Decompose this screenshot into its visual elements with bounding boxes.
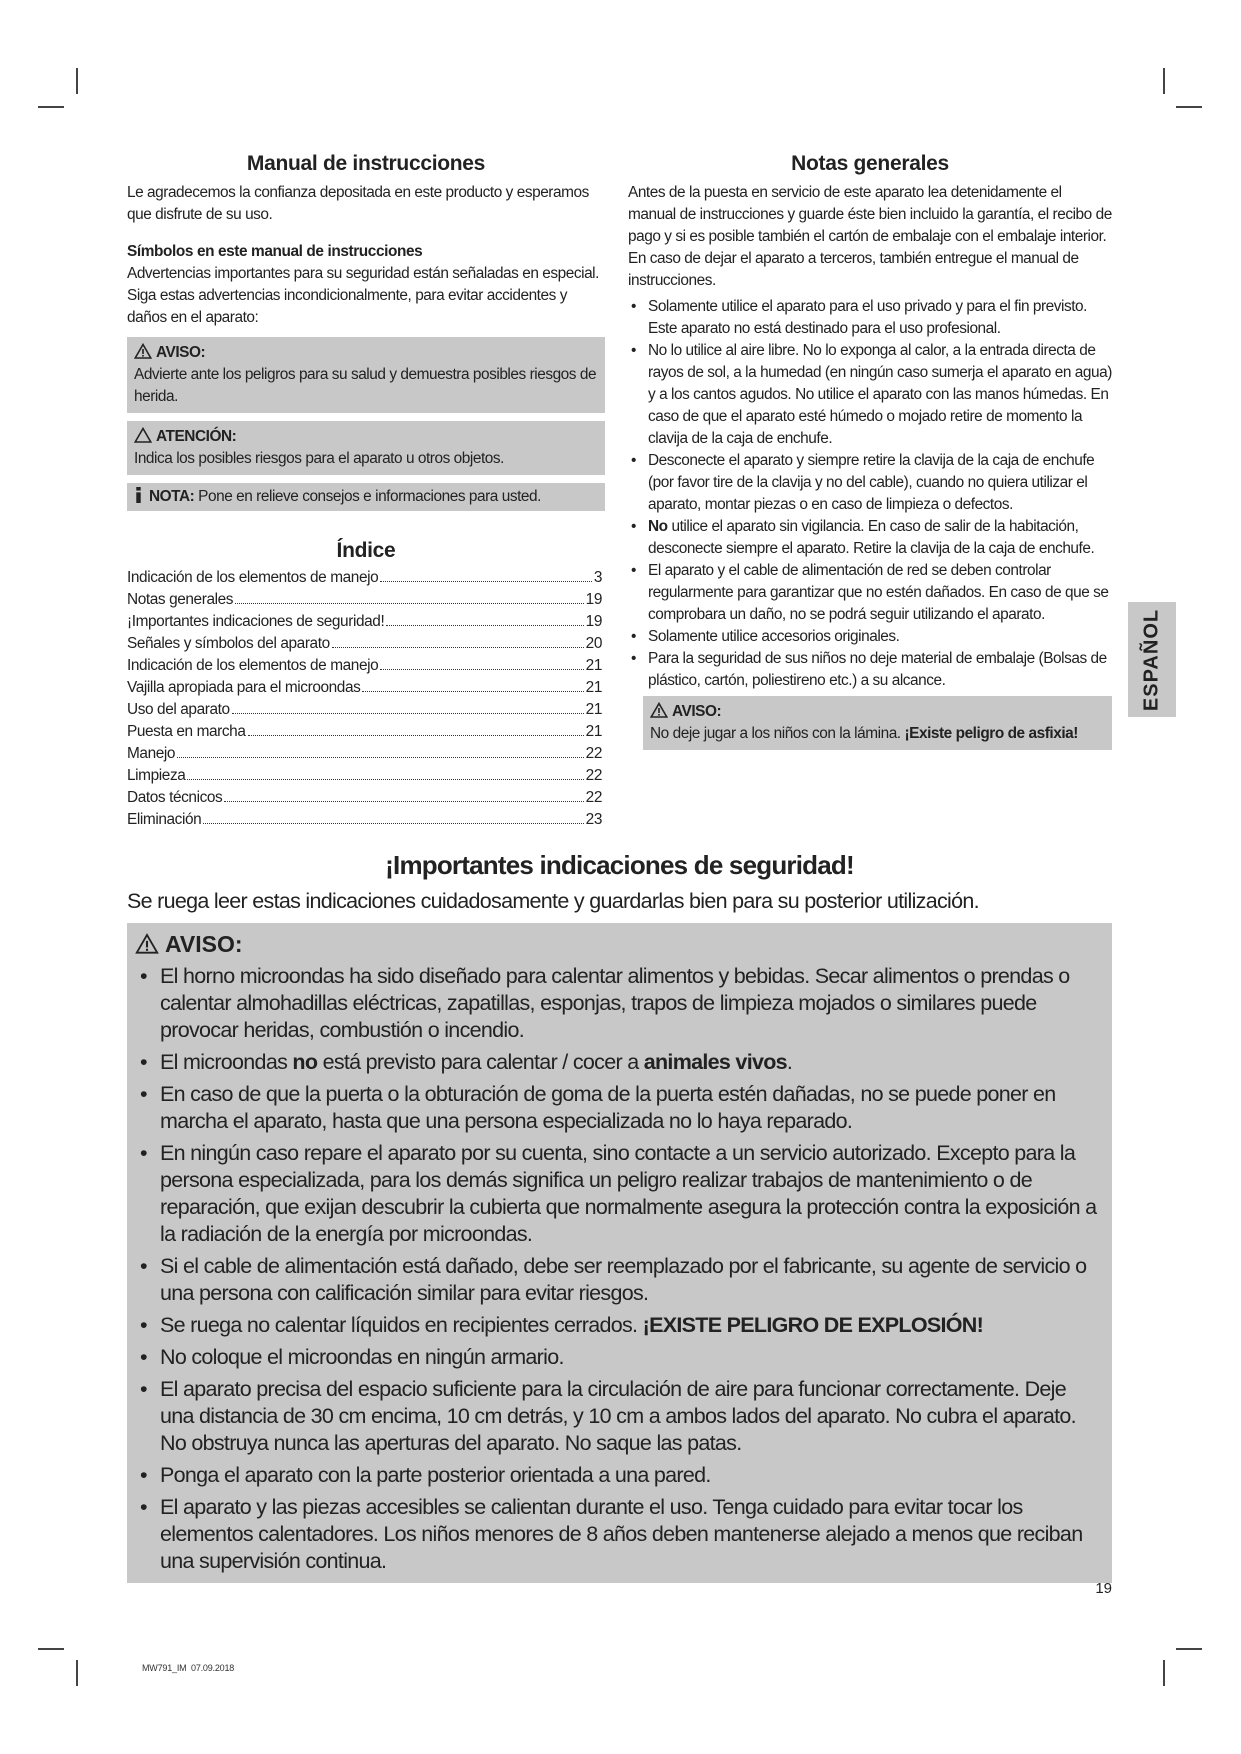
safety-list (135, 963, 1104, 1575)
notas-list (628, 296, 1112, 692)
aviso-text: Advierte ante los peligros para su salud y demuestra posibles riesgos de herida. (134, 366, 597, 405)
list-item: • No coloque el microondas en ningún armario. (135, 1344, 1104, 1371)
list-item: • El aparato y el cable de alimentación de red se deben controlar regularmente para garantizar que no estén dañados. En caso de que se comprobara un daño, no se podrá seguir utilizando el aparato. (628, 560, 1112, 626)
language-tab: ESPAÑOL (1128, 602, 1176, 717)
index-entry[interactable]: Uso del aparato 21 (127, 701, 602, 718)
aviso-label: AVISO: (165, 931, 243, 957)
asfixia-warning: ¡Existe peligro de asfixia! (904, 725, 1078, 742)
safety-title: ¡Importantes indicaciones de seguridad! (385, 850, 854, 880)
intro-text: Le agradecemos la confianza depositada en este producto y esperamos que disfrute de su uso. (127, 184, 589, 223)
nota-text: Pone en relieve consejos e informaciones para usted. (198, 488, 541, 505)
crop-mark (1163, 68, 1165, 94)
list-item: • Si el cable de alimentación está dañado, debe ser reemplazado por el fabricante, su agente de servicio o una persona con calificación similar para evitar riesgos. (135, 1253, 1104, 1307)
list-item: • Solamente utilice accesorios originales. (628, 626, 1112, 648)
warning-icon (650, 702, 668, 718)
list-item: • El aparato precisa del espacio suficiente para la circulación de aire para funcionar correctamente. Deje una distancia de 30 cm encima, 10 cm detrás, y 10 cm a ambos lados del aparato. No cubra el aparato. No obstruya nunca las aperturas del aparato. No saque las patas. (135, 1376, 1104, 1457)
crop-mark (1176, 1648, 1202, 1650)
list-item: • Solamente utilice el aparato para el uso privado y para el fin previsto. Este aparato no está destinado para el uso profesional. (628, 296, 1112, 340)
manual-title: Manual de instrucciones (246, 152, 486, 175)
crop-mark (1176, 106, 1202, 108)
atencion-box (127, 421, 605, 475)
nota-box (127, 483, 605, 511)
list-item: • Se ruega no calentar líquidos en recipientes cerrados. ¡EXISTE PELIGRO DE EXPLOSIÓN! (135, 1312, 1104, 1339)
warning-icon (135, 933, 159, 954)
index-entry[interactable]: Datos técnicos 22 (127, 789, 602, 806)
symbols-text: Advertencias importantes para su seguridad están señaladas en especial. Siga estas advertencias incondicionalmente, para evitar accidentes y daños en el aparato: (127, 265, 599, 326)
list-item: • Ponga el aparato con la parte posterior orientada a una pared. (135, 1462, 1104, 1489)
aviso-box (127, 337, 605, 413)
page-number: 19 (1095, 1580, 1112, 1597)
notas-title: Notas generales (791, 152, 949, 175)
index-entry[interactable]: Señales y símbolos del aparato 20 (127, 635, 602, 652)
notas-intro: Antes de la puesta en servicio de este aparato lea detenidamente el manual de instrucciones y guarde éste bien incluido la garantía, el recibo de pago y si es posible también el cartón de embalaje con el embalaje interior. En caso de dejar el aparato a terceros, también entregue el manual de instrucciones. (628, 184, 1112, 289)
list-item: • El aparato y las piezas accesibles se calientan durante el uso. Tenga cuidado para evitar tocar los elementos calentadores. Los niños menores de 8 años deben mantenerse alejado a menos que reciban una supervisión continua. (135, 1494, 1104, 1575)
crop-mark (1163, 1660, 1165, 1686)
list-item: • En caso de que la puerta o la obturación de goma de la puerta estén dañadas, no se puede poner en marcha el aparato, hasta que una persona especializada no lo haya reparado. (135, 1081, 1104, 1135)
safety-warning-box (127, 923, 1112, 1583)
aviso-label: AVISO: (672, 703, 722, 720)
info-icon (134, 487, 143, 503)
safety-section (127, 850, 1112, 1583)
safety-subtitle: Se ruega leer estas indicaciones cuidadosamente y guardarlas bien para su posterior utilización. (127, 889, 979, 913)
caution-icon (134, 427, 152, 443)
left-column (127, 152, 605, 831)
crop-mark (38, 1648, 64, 1650)
nota-label: NOTA: (149, 488, 195, 505)
crop-mark (38, 106, 64, 108)
index-entry[interactable]: Puesta en marcha 21 (127, 723, 602, 740)
symbols-heading: Símbolos en este manual de instrucciones (127, 243, 423, 260)
index-entry[interactable]: Eliminación 23 (127, 811, 602, 828)
crop-mark (76, 68, 78, 94)
atencion-label: ATENCIÓN: (156, 428, 237, 445)
index-entry[interactable]: Limpieza 22 (127, 767, 602, 784)
list-item: • Desconecte el aparato y siempre retire la clavija de la caja de enchufe (por favor tire de la clavija y no del cable), cuando no quiera utilizar el aparato, montar piezas o en caso de limpieza o defectos. (628, 450, 1112, 516)
list-item: • El microondas no está previsto para calentar / cocer a animales vivos. (135, 1049, 1104, 1076)
list-item: • No lo utilice al aire libre. No lo exponga al calor, a la entrada directa de rayos de sol, a la humedad (en ningún caso sumerja el aparato en agua) y a los cantos agudos. No utilice el aparato con las manos húmedas. En caso de que el aparato esté húmedo o mojado retire de momento la clavija de la caja de enchufe. (628, 340, 1112, 450)
aviso-box-right (643, 696, 1112, 750)
index-entry[interactable]: ¡Importantes indicaciones de seguridad! 19 (127, 613, 602, 630)
right-column (628, 152, 1112, 750)
list-item: • No utilice el aparato sin vigilancia. En caso de salir de la habitación, desconecte siempre el aparato. Retire la clavija de la caja de enchufe. (628, 516, 1112, 560)
index-entry[interactable]: Indicación de los elementos de manejo 3 (127, 569, 602, 586)
index-entry[interactable]: Indicación de los elementos de manejo 21 (127, 657, 602, 674)
list-item: • Para la seguridad de sus niños no deje material de embalaje (Bolsas de plástico, cartón, poliestireno etc.) a su alcance. (628, 648, 1112, 692)
list-item: • En ningún caso repare el aparato por su cuenta, sino contacte a un servicio autorizado. Excepto para la persona especializada, para los demás significa un peligro realizar trabajos de mantenimiento o de reparación, que exijan descubrir la cubierta que normalmente asegura la protección contra la exposición a la radiación de la energía por microondas. (135, 1140, 1104, 1248)
index-entry[interactable]: Notas generales 19 (127, 591, 602, 608)
footer-code: MW791_IM 07.09.2018 (142, 1663, 235, 1673)
crop-mark (76, 1660, 78, 1686)
aviso-label: AVISO: (156, 344, 206, 361)
index-entry[interactable]: Manejo 22 (127, 745, 602, 762)
list-item: • El horno microondas ha sido diseñado para calentar alimentos y bebidas. Secar alimentos o prendas o calentar almohadillas eléctricas, zapatillas, esponjas, trapos de limpieza mojados o similares puede provocar heridas, combustión o incendio. (135, 963, 1104, 1044)
index-list (127, 567, 602, 831)
index-title: Índice (336, 539, 396, 562)
aviso-text: No deje jugar a los niños con la lámina. (650, 725, 901, 742)
index-entry[interactable]: Vajilla apropiada para el microondas 21 (127, 679, 602, 696)
atencion-text: Indica los posibles riesgos para el aparato u otros objetos. (134, 450, 504, 467)
warning-icon (134, 343, 152, 359)
